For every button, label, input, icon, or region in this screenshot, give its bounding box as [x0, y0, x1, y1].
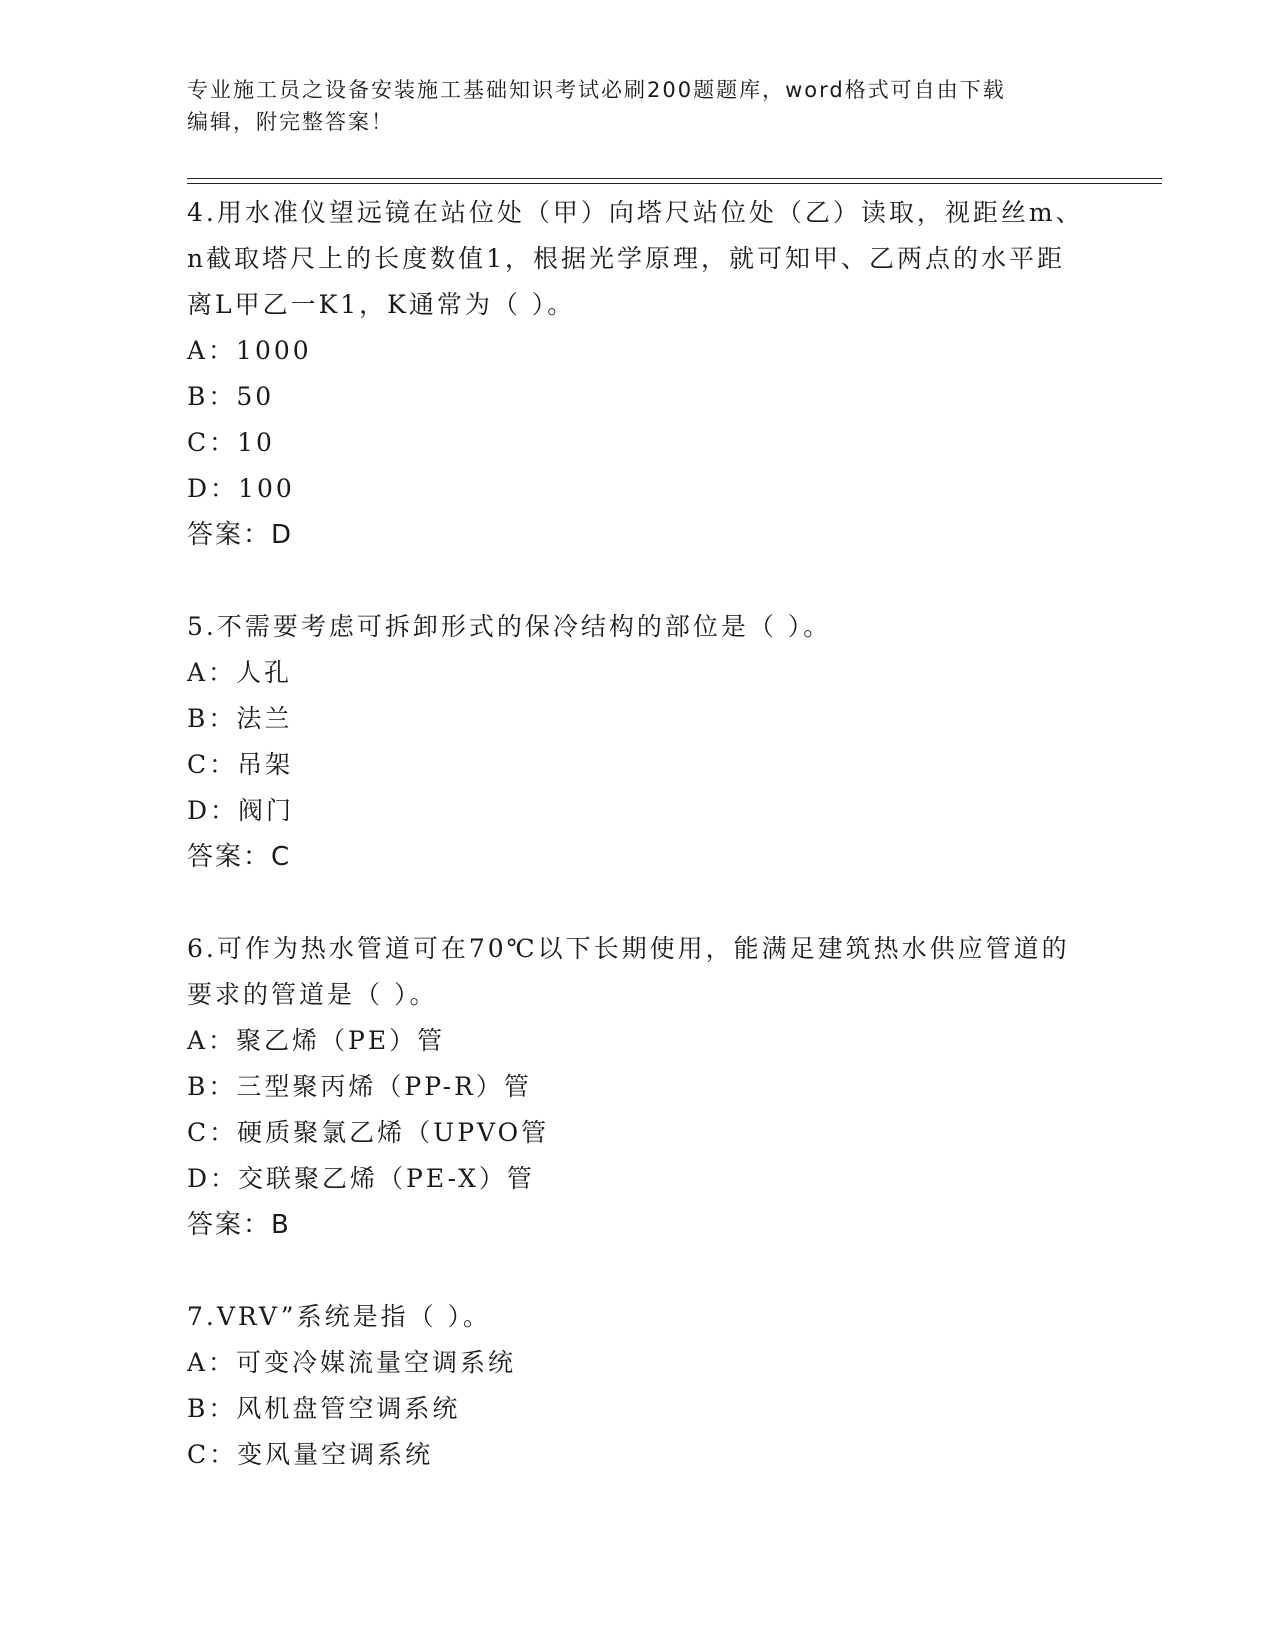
option-c: C：10 [187, 428, 275, 457]
option-b: B：50 [187, 382, 275, 411]
option-b: B：风机盘管空调系统 [187, 1394, 461, 1423]
option-d: D：阀门 [187, 796, 295, 825]
option-d: D：交联聚乙烯（PE-X）管 [187, 1164, 535, 1193]
answer-line: 答案：C [187, 842, 292, 872]
option-a: A：聚乙烯（PE）管 [187, 1026, 446, 1055]
option-b: B：法兰 [187, 704, 293, 733]
option-c: C：硬质聚氯乙烯（UPVO管 [187, 1118, 550, 1147]
option-c: C：吊架 [187, 750, 294, 779]
question-7 [187, 1294, 1087, 1478]
header-line-2: 编辑，附完整答案！ [187, 110, 394, 134]
question-stem: 6.可作为热水管道可在70℃以下长期使用，能满足建筑热水供应管道的要求的管道是（ ）。 [187, 934, 1070, 1009]
option-a: A：1000 [187, 336, 312, 365]
option-a: A：人孔 [187, 658, 293, 687]
answer-line: 答案：B [187, 1210, 291, 1240]
question-5 [187, 604, 1087, 880]
question-stem: 5.不需要考虑可拆卸形式的保冷结构的部位是（ ）。 [187, 612, 832, 641]
question-6 [187, 926, 1087, 1248]
header-line-1: 专业施工员之设备安装施工基础知识考试必刷200题题库，word格式可自由下载 [187, 78, 1006, 102]
header-divider [187, 178, 1162, 184]
option-d: D：100 [187, 474, 295, 503]
document-header [187, 74, 1087, 138]
question-stem: 7.VRV”系统是指（ ）。 [187, 1302, 492, 1331]
question-4 [187, 190, 1087, 558]
option-b: B：三型聚丙烯（PP-R）管 [187, 1072, 532, 1101]
option-c: C：变风量空调系统 [187, 1440, 434, 1469]
option-a: A：可变冷媒流量空调系统 [187, 1348, 517, 1377]
answer-line: 答案：D [187, 520, 294, 550]
question-list [187, 190, 1087, 1524]
question-stem: 4.用水准仪望远镜在站位处（甲）向塔尺站位处（乙）读取，视距丝m、n截取塔尺上的长度数值1，根据光学原理，就可知甲、乙两点的水平距离L甲乙一K1，K通常为（ ）。 [187, 198, 1084, 319]
